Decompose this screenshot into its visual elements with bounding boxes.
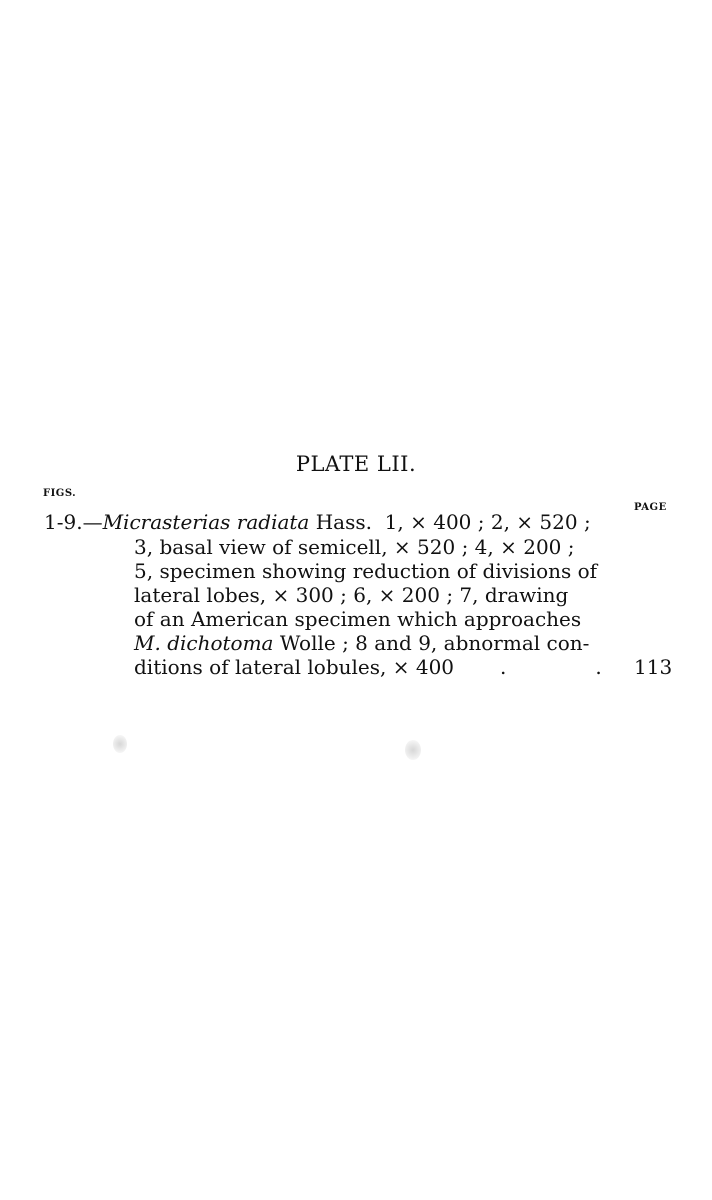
entry-line-3: 5, specimen showing reduction of divisions of	[134, 559, 598, 583]
figs-column-label: FIGS.	[43, 488, 77, 499]
plate-title: PLATE LII.	[295, 452, 417, 476]
entry-line-7: ditions of lateral lobules, × 400	[134, 655, 455, 679]
entry-line-1	[44, 510, 591, 534]
entry-line-5: of an American specimen which approaches	[134, 607, 582, 631]
scan-smudge	[405, 740, 421, 760]
dot-leader: . .	[500, 655, 602, 679]
scan-smudge	[113, 735, 127, 753]
entry-line-4: lateral lobes, × 300 ; 6, × 200 ; 7, drawing	[134, 583, 569, 607]
entry-text: Hass. 1, × 400 ; 2, × 520 ;	[309, 510, 591, 534]
page-column-label: PAGE	[634, 502, 667, 513]
em-dash: —	[82, 510, 103, 534]
entry-line-2: 3, basal view of semicell, × 520 ; 4, × 200 ;	[134, 535, 575, 559]
page-number: 113	[634, 655, 673, 679]
entry-line-6	[134, 631, 589, 655]
entry-text: Wolle ; 8 and 9, abnormal con-	[273, 631, 590, 655]
figure-range: 1-9.	[44, 510, 83, 534]
species-name: Micrasterias radiata	[102, 510, 310, 534]
species-name: M. dichotoma	[134, 631, 274, 655]
